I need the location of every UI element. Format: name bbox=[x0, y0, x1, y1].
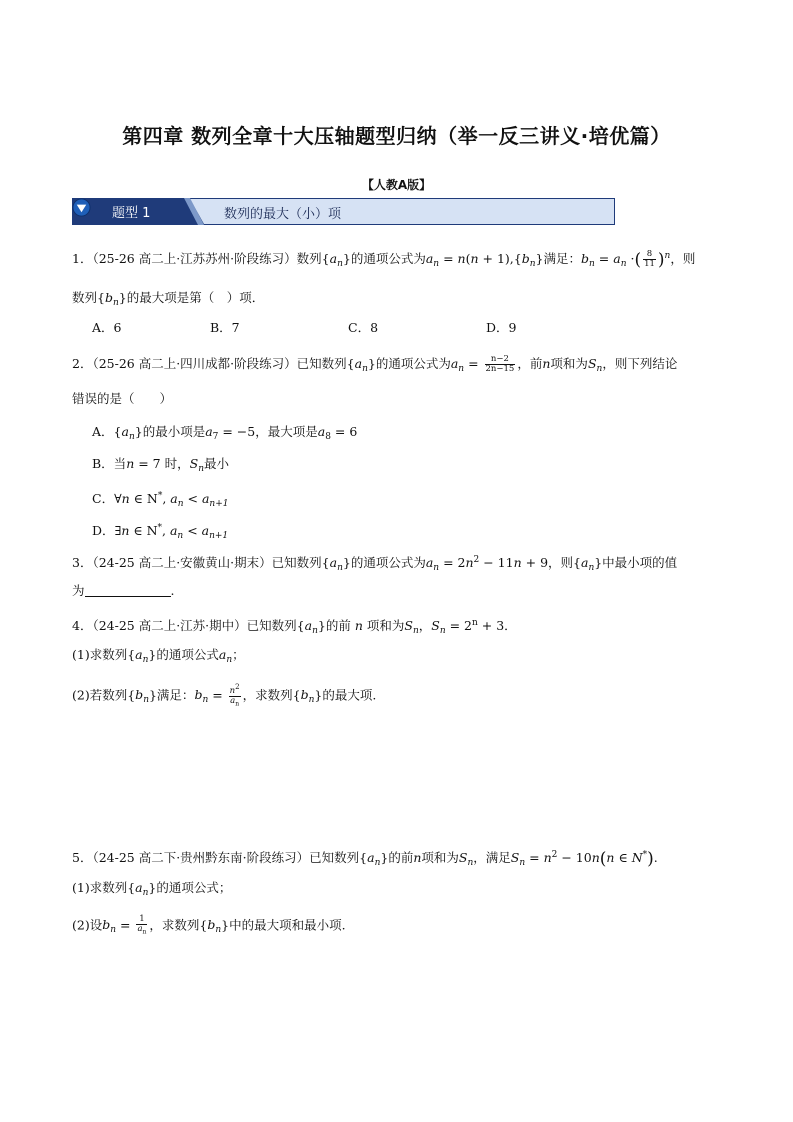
banner-type-label: 题型 1 bbox=[112, 206, 151, 221]
q2-option-c[interactable]: C．∀n ∈ N*, $a_n < a_{n+1}$ bbox=[92, 491, 229, 509]
q1-option-a[interactable]: A．6 bbox=[92, 320, 122, 335]
question-5-line-1: 5．（24-25 高二下·贵州黔东南·阶段练习）已知数列$\{a_n\}$的前n项和为$S_n$，满足$S_n = n^2 - 10n(n$ ∈ N*). bbox=[72, 849, 658, 869]
banner-topic-label: 数列的最大（小）项 bbox=[224, 207, 342, 222]
question-4-line-1: 4．（24-25 高二上·江苏·期中）已知数列$\{a_n\}$的前 n 项和为$S_n$，$S_n = 2^n + 3$． bbox=[72, 618, 517, 636]
edition-label: 【人教A版】 bbox=[361, 178, 432, 192]
down-triangle-circle-icon[interactable] bbox=[72, 198, 91, 217]
document-title: 第四章 数列全章十大压轴题型归纳（举一反三讲义·培优篇） bbox=[122, 124, 671, 148]
question-3-line-1: 3．（24-25 高二上·安徽黄山·期末）已知数列$\{a_n\}$的通项公式为$a_n = 2n^2 - 11n + 9$，则$\{a_n\}$中最小项的值 bbox=[72, 555, 678, 573]
q1-option-d[interactable]: D．9 bbox=[486, 320, 517, 335]
question-4-part-2: (2)若数列$\{b_n\}$满足：$b_n$ = $\frac{n^2}{a_n}$ ，求数列$\{b_n\}$的最大项. bbox=[72, 683, 377, 708]
question-2-line-1: 2．（25-26 高二上·四川成都·阶段练习）已知数列$\{a_n\}$的通项公式为$a_n$ = $\frac{n-2}{2n-15}$ ，前n项和为$S_n$，则下列结论 bbox=[72, 354, 678, 374]
answer-blank[interactable] bbox=[85, 584, 171, 597]
question-5-part-2: (2)设$b_n$ = $\frac{1}{a_n}$ ，求数列$\{b_n\}$中的最大项和最小项. bbox=[72, 914, 346, 936]
question-2-line-2: 错误的是（ ） bbox=[72, 391, 173, 406]
question-5-part-1: (1)求数列$\{a_n\}$的通项公式； bbox=[72, 880, 232, 898]
question-1-line-2: 数列$\{b_n\}$的最大项是第（ ）项． bbox=[72, 290, 265, 308]
question-3-line-2: 为 . bbox=[72, 583, 175, 598]
q1-option-c[interactable]: C．8 bbox=[348, 320, 379, 335]
banner-background bbox=[72, 198, 615, 225]
question-1-line-1: 1．（25-26 高二上·江苏苏州·阶段练习）数列$\{a_n\}$的通项公式为$a_n = n(n + 1),\{b_n\}$满足：$b_n = a_n$ ·( $\frac{8}{11}$ )$^n$，则 bbox=[72, 249, 696, 270]
q2-option-a[interactable]: A．$\{a_n\}$的最小项是$a_7 = -5$，最大项是$a_8 = 6$ bbox=[92, 424, 358, 442]
question-4-part-1: (1)求数列$\{a_n\}$的通项公式$a_n$； bbox=[72, 647, 245, 665]
q2-option-b[interactable]: B．当n = 7 时，$S_n$最小 bbox=[92, 456, 230, 474]
q2-option-d[interactable]: D．∃n ∈ N*, $a_n < a_{n+1}$ bbox=[92, 523, 229, 541]
q1-option-b[interactable]: B．7 bbox=[210, 320, 240, 335]
question-type-banner bbox=[72, 198, 615, 225]
